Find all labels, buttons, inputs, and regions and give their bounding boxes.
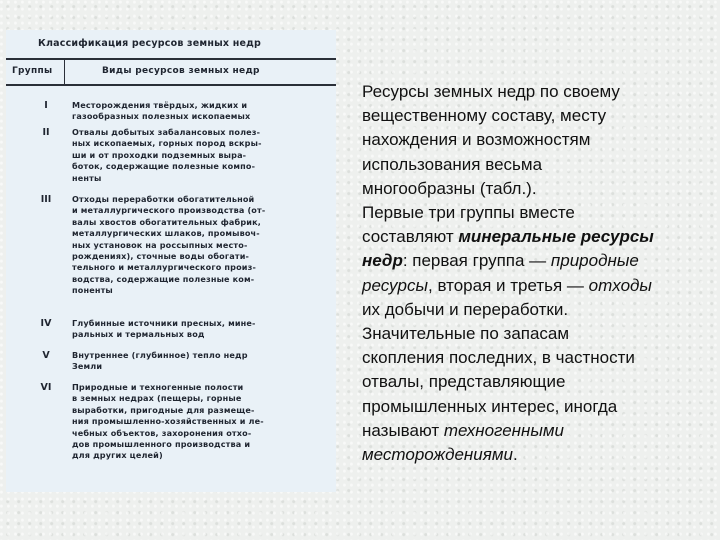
text-line: составляют минеральные ресурсы — [362, 227, 654, 247]
table-top-rule — [6, 58, 336, 60]
header-groups: Группы — [12, 66, 53, 76]
text-line: скопления последних, в частности — [362, 348, 635, 368]
text-line: нахождения и возможностям — [362, 130, 591, 150]
term-resources: ресурсы — [362, 275, 428, 295]
header-resource-types: Виды ресурсов земных недр — [102, 66, 260, 76]
text-line: их добычи и переработки. — [362, 299, 569, 319]
row-number: V — [42, 350, 50, 361]
text-line: Ресурсы земных недр по своему — [362, 82, 620, 101]
row-number: IV — [40, 318, 52, 329]
text-line: промышленных интерес, иногда — [362, 396, 618, 416]
text-line: месторождениями. — [362, 445, 518, 465]
text-line: использования весьма — [362, 154, 543, 174]
term-natural: природные — [550, 251, 639, 271]
text-line: вещественному составу, месту — [362, 106, 607, 126]
text-line: Первые три группы вместе — [362, 203, 575, 223]
row-text: Отходы переработки обогатительной и металлургического производства (от- валы хвостов обогатительных фабрик, металлургических шлаков, промывоч- ных установок на россыпных место- рождениях), сточные воды обогати- тельного и металлургического произ- водства, содержащие полезные ком- поненты — [72, 194, 266, 296]
row-text: Отвалы добытых забалансовых полез- ных ископаемых, горных пород вскры- ши и от проходки подземных выра- боток, содержащие полезные компо- ненты — [72, 127, 262, 183]
classification-table-image — [6, 30, 336, 492]
text-line: Значительные по запасам — [362, 324, 570, 344]
text-line: ресурсы, вторая и третья — отходы — [362, 275, 652, 295]
slide-body-text — [362, 80, 718, 467]
row-text: Внутреннее (глубинное) тепло недр Земли — [72, 350, 248, 372]
term-mineral-resources: минеральные ресурсы — [458, 227, 654, 247]
table-column-divider — [64, 58, 65, 86]
row-number: VI — [40, 382, 52, 393]
row-text: Природные и техногенные полости в земных недрах (пещеры, горные выработки, пригодные для размеще- ния промышленно-хозяйственных и ле- чебных объектов, захоронения отхо- дов промышленного производства и для других целей) — [72, 382, 264, 461]
row-number: II — [42, 127, 50, 138]
term-waste: отходы — [588, 275, 652, 295]
text-line: недр: первая группа — природные — [362, 251, 639, 271]
row-number: I — [44, 100, 48, 111]
text-line: отвалы, представляющие — [362, 372, 566, 392]
table-header-rule — [6, 84, 336, 86]
term-nedr: недр — [362, 251, 403, 271]
term-technogenic: техногенными — [443, 420, 565, 440]
row-number: III — [40, 194, 52, 205]
text-line: называют техногенными — [362, 420, 565, 440]
text-line: многообразны (табл.). — [362, 178, 537, 198]
table-title: Классификация ресурсов земных недр — [38, 38, 262, 49]
row-text: Глубинные источники пресных, мине- ральных и термальных вод — [72, 318, 256, 340]
term-deposits: месторождениями — [362, 445, 513, 465]
row-text: Месторождения твёрдых, жидких и газообразных полезных ископаемых — [72, 100, 251, 122]
